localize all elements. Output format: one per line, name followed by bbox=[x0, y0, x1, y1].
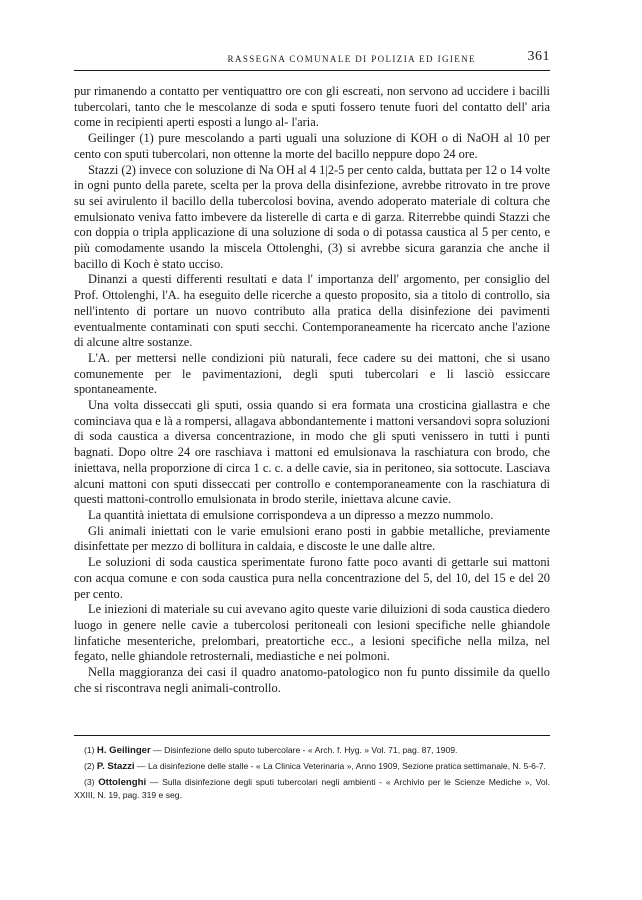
paragraph: pur rimanendo a contatto per ventiquattro ore con gli escreati, non servono ad uccidere i bacilli tubercolari, tanto che le mescolanze di soda e sputi fossero tenute fuori del contatto dell' aria come in recipienti aperti esposti a lungo al- l'aria. bbox=[74, 84, 550, 130]
footnote-marker: (1) bbox=[84, 745, 95, 755]
footnote-text: — La disinfezione delle stalle - « La Clinica Veterinaria », Anno 1909, Sezione pratica settimanale, N. 5-6-7. bbox=[136, 760, 546, 771]
paragraph: Le soluzioni di soda caustica sperimentate furono fatte poco avanti di gettarle sui mattoni con acqua comune e con soda caustica pura nella concentrazione del 5, del 10, del 15 e del 20 per cento. bbox=[74, 555, 550, 601]
paragraph: La quantità iniettata di emulsione corrispondeva a un dipresso a mezzo nummolo. bbox=[88, 507, 494, 522]
footnote bbox=[74, 744, 550, 758]
paragraph: Una volta disseccati gli sputi, ossia quando si era formata una crosticina giallastra e che cominciava qua e là a rompersi, allagava abbondantemente i mattoni versandovi sopra soluzioni di soda caustica a diversa concentrazione, in modo che gli sputi venissero in tutti i punti bagnati. Dopo oltre 24 ore raschiava i mattoni ed emulsionava la raschiatura con brodo, che iniettava, nella proporzione di circa 1 c. c. a delle cavie, sia in peritoneo, sia sottocute. Lasciava alcuni mattoni con sputi disseccati per controllo e contemporaneamente con la raschiatura di questi mattoni-controllo emulsionata in brodo sterile, iniettava alcune cavie. bbox=[74, 398, 550, 507]
footnote-marker: (3) bbox=[84, 776, 95, 787]
footnote bbox=[74, 776, 550, 803]
page-number: 361 bbox=[527, 49, 550, 64]
paragraph: Geilinger (1) pure mescolando a parti uguali una soluzione di KOH o di NaOH al 10 per cento con sputi tubercolari, non ottenne la morte del bacillo neppure dopo 24 ore. bbox=[74, 131, 550, 161]
footnote-author: H. Geilinger bbox=[96, 745, 151, 756]
paragraph: Le iniezioni di materiale su cui avevano agito queste varie diluizioni di soda caustica diedero luogo in genere nelle cavie a tubercolosi peritoneali con lesioni specifiche nelle ghiandole linfatiche mesenteriche, prelombari, preatortiche ecc., a lesioni specifiche nella milza, nel fegato, nelle ghiandole retrosternali, mediastiche e nei polmoni. bbox=[74, 602, 550, 664]
footnote-author: P. Stazzi bbox=[96, 760, 135, 772]
paragraph: Stazzi (2) invece con soluzione di Na OH al 4 1|2-5 per cento calda, buttata per 12 o 14 volte in ogni punto della parete, scelta per la prova della disinfezione, avrebbe ritrovato in tre prove su sei avirulento il bacillo della tubercolosi bovina, avendo adoperato materiale di coltura che emulsionato veniva fatto imbevere da listerelle di carta e di garza. Riterrebbe quindi Stazzi che con doppia o tripla applicazione di una soluzione di soda o di potassa caustica al 5 per cento, e più comodamente usando la miscela Ottolenghi, (3) si avrebbe sicura garanzia che anche il bacillo di Koch è stato ucciso. bbox=[74, 162, 550, 271]
running-head-title: RASSEGNA COMUNALE DI POLIZIA ED IGIENE bbox=[227, 54, 476, 64]
footnote-author: Ottolenghi bbox=[98, 776, 147, 788]
paragraph: Dinanzi a questi differenti resultati e data l' importanza dell' argomento, per consiglio del Prof. Ottolenghi, l'A. ha eseguito delle ricerche a questo proposito, sia a titolo di controllo, sia nell'intento di portare un nuovo contributo alla pratica della disinfezione dei pavimenti eventualmente contaminati con sputi secchi. Contemporaneamente ha ricercato anche l'azione di alcune altre sostanze. bbox=[74, 272, 550, 350]
paragraph: Gli animali iniettati con le varie emulsioni erano posti in gabbie metalliche, previamente disinfettate per mezzo di bollitura in caldaia, e discoste le une dalle altre. bbox=[74, 523, 550, 554]
body-text bbox=[74, 84, 550, 696]
paragraph: L'A. per mettersi nelle condizioni più naturali, fece cadere su dei mattoni, che si usano comunemente per le pavimentazioni, degli sputi tubercolari e li lasciò essiccare spontaneamente. bbox=[74, 350, 550, 397]
footnote bbox=[74, 760, 550, 774]
footnote-marker: (2) bbox=[84, 760, 95, 771]
paragraph: Nella maggioranza dei casi il quadro anatomo-patologico non fu punto dissimile da quello che si riscontrava negli animali-controllo. bbox=[74, 665, 550, 695]
header-rule bbox=[74, 70, 550, 71]
footnotes bbox=[74, 744, 550, 804]
footnote-rule bbox=[74, 735, 550, 736]
footnote-text: — Disinfezione dello sputo tubercolare - « Arch. f. Hyg. » Vol. 71, pag. 87, 1909. bbox=[153, 745, 458, 755]
footnote-text: — Sulla disinfezione degli sputi tubercolari negli ambienti - « Archivio per le Scienze Mediche », Vol. XXIII, N. 19, pag. 319 e seg. bbox=[74, 776, 551, 801]
